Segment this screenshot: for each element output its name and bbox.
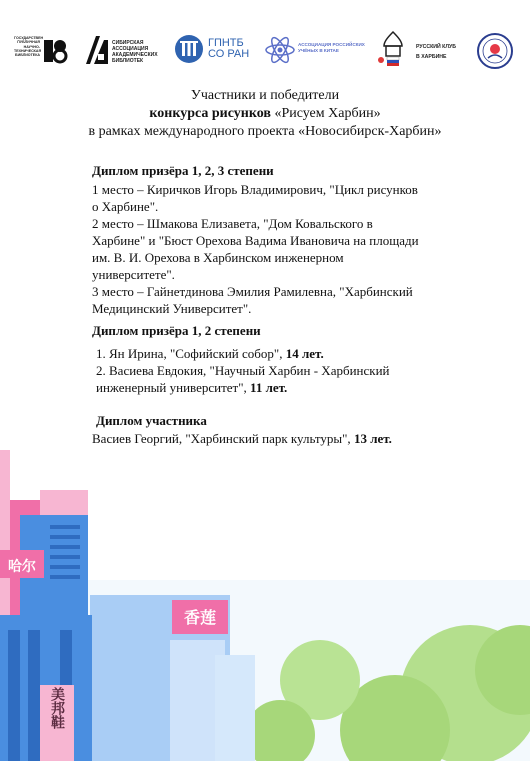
logo-siberian-association	[84, 28, 164, 84]
logo1-cap-2: ПУБЛИЧНАЯ	[17, 40, 40, 45]
window-stripe	[50, 555, 80, 559]
library-logo-icon	[42, 38, 68, 64]
sign-3-text: 美邦鞋	[49, 687, 65, 729]
logo2-cap-4: БИБЛИОТЕК	[112, 58, 144, 64]
logo1-cap-3: НАУЧНО-	[23, 44, 40, 49]
logo2-cap-1: СИБИРСКАЯ	[112, 40, 144, 46]
s1-line-6: университете".	[92, 267, 175, 282]
s1-line-8: Медицинский Университет".	[92, 301, 252, 316]
s1-line-7: 3 место – Гайнетдинова Эмилия Рамилевна, "Харбинский	[92, 284, 413, 299]
logo-library-1	[14, 28, 64, 84]
s1-line-5: им. В. И. Орехова в Харбинском инженерном	[92, 250, 344, 265]
heading-line-2-bold: конкурса рисунков	[149, 106, 271, 121]
window-stripe	[50, 575, 80, 579]
s2-item-1	[96, 345, 486, 362]
sign-2-text: 香莲	[183, 608, 217, 627]
association-logo-icon	[84, 34, 110, 66]
s1-line-4: Харбине" и "Бюст Орехова Вадима Ивановича на площади	[92, 233, 419, 248]
s3-item-1-text: Васиев Георгий, "Харбинский парк культуры",	[92, 431, 354, 446]
s3-item-1-age: 13 лет.	[353, 431, 392, 446]
logo5-cap-2: В ХАРБИНЕ	[416, 54, 447, 60]
atom-logo-icon	[264, 34, 296, 66]
section-3-title: Диплом участника	[96, 413, 207, 428]
logo2-cap-3: АКАДЕМИЧЕСКИХ	[112, 52, 158, 58]
gpntb-logo-icon	[174, 34, 204, 64]
s2-item-2b	[96, 379, 486, 396]
heading-line-2	[0, 105, 530, 123]
city-illustration	[0, 430, 530, 761]
section-2-title: Диплом призёра 1, 2 степени	[92, 323, 261, 338]
s1-line-2: о Харбине".	[92, 199, 159, 214]
s1-line-3: 2 место – Шмакова Елизавета, "Дом Ковальского в	[92, 216, 373, 231]
logo3-cap-2: СО РАН	[208, 48, 250, 60]
window-stripe	[50, 545, 80, 549]
logo-russian-scientists-china	[264, 28, 374, 84]
document-heading	[0, 87, 530, 141]
logo-emblem	[476, 28, 516, 84]
s2-item-1-text: 1. Ян Ирина, "Софийский собор",	[96, 346, 286, 361]
logo-strip	[0, 28, 530, 88]
section-1-text	[92, 181, 482, 317]
emblem-icon	[476, 32, 514, 70]
sign-1-text: 哈尔	[8, 559, 36, 575]
heading-line-3: в рамках международного проекта «Новосибирск-Харбин»	[88, 124, 442, 139]
window-stripe	[50, 535, 80, 539]
logo-gpntb	[172, 28, 256, 84]
logo2-cap-2: АССОЦИАЦИЯ	[112, 46, 149, 52]
heading-line-1: Участники и победители	[190, 88, 340, 103]
logo3-cap-1: ГПНТБ	[208, 37, 244, 49]
s2-item-1-age: 14 лет.	[285, 346, 324, 361]
tower-column	[8, 630, 20, 761]
logo1-cap-5: БИБЛИОТЕКА	[15, 53, 40, 58]
window-stripe	[50, 565, 80, 569]
section-2-text	[96, 345, 486, 396]
heading-line-2-rest: «Рисуем Харбин»	[270, 106, 381, 121]
tower-column	[28, 630, 40, 761]
logo5-cap-1: РУССКИЙ КЛУБ	[416, 44, 456, 50]
section-1-title: Диплом призёра 1, 2, 3 степени	[92, 163, 274, 178]
church-dome-icon	[378, 30, 408, 70]
s1-line-1: 1 место – Киричков Игорь Владимирович, "Цикл рисунков	[92, 182, 418, 197]
window-stripe	[50, 525, 80, 529]
logo4-cap-1: АССОЦИАЦИЯ РОССИЙСКИХ	[298, 42, 365, 47]
s2-item-2-text: инженерный университет",	[96, 380, 251, 395]
logo1-cap-4: ТЕХНИЧЕСКАЯ	[14, 48, 42, 53]
s2-item-2-age: 11 лет.	[250, 380, 288, 395]
logo1-cap-1: ГОСУДАРСТВЕН	[14, 36, 44, 40]
logo4-cap-2: УЧЁНЫХ В КИТАЕ	[298, 48, 339, 53]
building-pale-blue-2	[215, 655, 255, 761]
s2-item-2a: 2. Васиева Евдокия, "Научный Харбин - Харбинский	[96, 363, 390, 378]
logo-russian-club	[378, 28, 468, 84]
